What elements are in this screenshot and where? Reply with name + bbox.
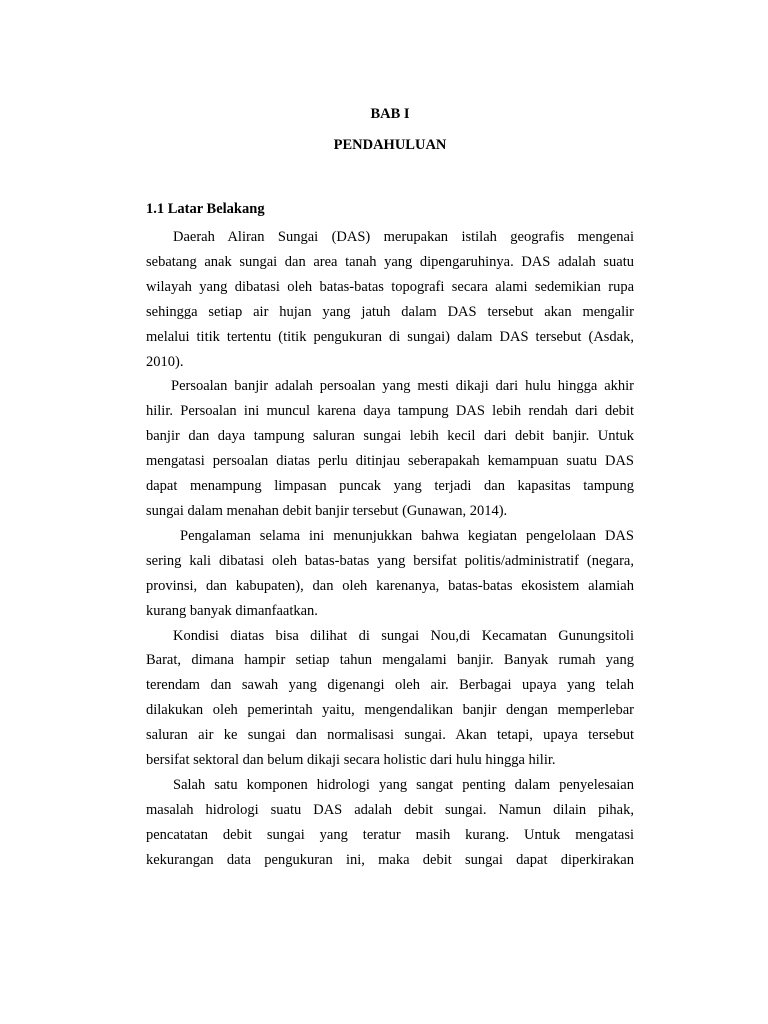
document-page <box>146 0 634 1024</box>
chapter-label: BAB I <box>370 106 410 122</box>
paragraph-line: 2010). <box>146 353 184 370</box>
paragraph-line: mengatasi persoalan diatas perlu ditinjau seberapakah kemampuan suatu DAS <box>146 453 634 470</box>
paragraph-line: melalui titik tertentu (titik pengukuran di sungai) dalam DAS tersebut (Asdak, <box>146 328 634 345</box>
paragraph-line: sehingga setiap air hujan yang jatuh dalam DAS tersebut akan mengalir <box>146 303 634 320</box>
paragraph-4 <box>146 624 634 773</box>
paragraph-line: Pengalaman selama ini menunjukkan bahwa kegiatan pengelolaan DAS <box>180 527 634 544</box>
paragraph-3 <box>146 524 634 624</box>
paragraph-5 <box>146 773 634 873</box>
body-text <box>146 225 634 873</box>
paragraph-line: Daerah Aliran Sungai (DAS) merupakan istilah geografis mengenai <box>173 229 634 245</box>
paragraph-line: wilayah yang dibatasi oleh batas-batas topografi secara alami sedemikian rupa <box>146 278 634 295</box>
paragraph-2 <box>146 374 634 523</box>
paragraph-1 <box>146 225 634 374</box>
paragraph-line: saluran air ke sungai dan normalisasi sungai. Akan tetapi, upaya tersebut <box>146 727 634 744</box>
paragraph-line: Kondisi diatas bisa dilihat di sungai Nou,di Kecamatan Gunungsitoli <box>173 627 634 644</box>
paragraph-line: Barat, dimana hampir setiap tahun mengalami banjir. Banyak rumah yang <box>146 652 634 669</box>
paragraph-line: masalah hidrologi suatu DAS adalah debit sungai. Namun dilain pihak, <box>146 801 634 818</box>
paragraph-line: kekurangan data pengukuran ini, maka debit sungai dapat diperkirakan <box>146 851 634 868</box>
paragraph-line: provinsi, dan kabupaten), dan oleh karenanya, batas-batas ekosistem alamiah <box>146 577 634 594</box>
paragraph-line: bersifat sektoral dan belum dikaji secara holistic dari hulu hingga hilir. <box>146 752 556 769</box>
chapter-title: PENDAHULUAN <box>333 137 447 153</box>
paragraph-line: dilakukan oleh pemerintah yaitu, mengendalikan banjir dengan memperlebar <box>146 702 634 719</box>
paragraph-line: terendam dan sawah yang digenangi oleh air. Berbagai upaya yang telah <box>146 677 634 694</box>
section-heading: 1.1 Latar Belakang <box>146 201 265 217</box>
paragraph-line: hilir. Persoalan ini muncul karena daya tampung DAS lebih rendah dari debit <box>146 403 634 420</box>
paragraph-line: sungai dalam menahan debit banjir tersebut (Gunawan, 2014). <box>146 502 508 519</box>
paragraph-line: sering kali dibatasi oleh batas-batas yang bersifat politis/administratif (negara, <box>146 552 634 569</box>
paragraph-line: dapat menampung limpasan puncak yang terjadi dan kapasitas tampung <box>146 478 634 495</box>
paragraph-line: kurang banyak dimanfaatkan. <box>146 602 318 619</box>
paragraph-line: sebatang anak sungai dan area tanah yang dipengaruhinya. DAS adalah suatu <box>146 253 634 270</box>
paragraph-line: Salah satu komponen hidrologi yang sangat penting dalam penyelesaian <box>173 776 634 793</box>
paragraph-line: banjir dan daya tampung saluran sungai lebih kecil dari debit banjir. Untuk <box>146 428 634 445</box>
paragraph-line: Persoalan banjir adalah persoalan yang mesti dikaji dari hulu hingga akhir <box>171 378 634 395</box>
paragraph-line: pencatatan debit sungai yang teratur masih kurang. Untuk mengatasi <box>146 826 634 843</box>
